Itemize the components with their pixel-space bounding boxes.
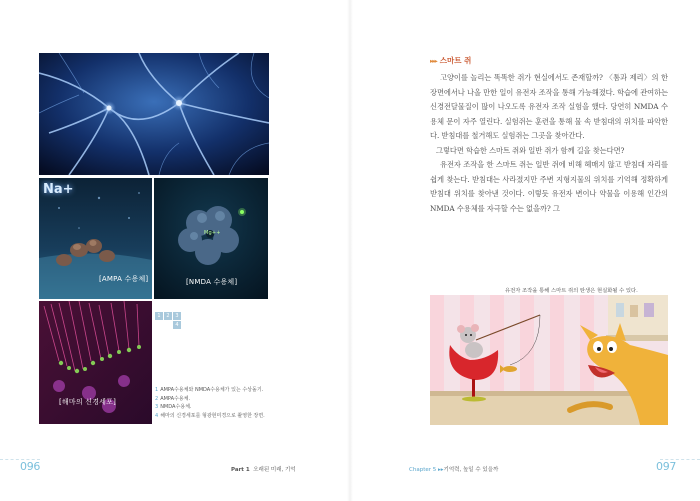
ampa-receptor-label: [AMPA 수용체] [99, 275, 149, 283]
neuron-network-image [39, 53, 269, 175]
page-number-left: 096 [20, 460, 41, 473]
figure-caption: 1 AMPA수용체와 NMDA수용체가 있는 수상돌기. [155, 387, 264, 393]
paragraph: 유전자 조작을 한 스마트 쥐는 일반 쥐에 비해 헤매지 않고 받침대 자리를 쉽게 찾는다. 받침대는 사라졌지만 주변 지형지물의 위치를 기억해 정확하게 받침대 위치를 찾아낸 것이다. 이렇듯 유전자 변이나 약물을 이용해 인간의 NMDA 수용체를 자극할 수는 없을까? 그 [430, 160, 668, 213]
hippocampus-label: [해마의 신경세포] [59, 398, 117, 406]
figure-number: 2 [164, 312, 172, 320]
figure-number-grid [155, 301, 183, 331]
page-number-right: 097 [656, 460, 677, 473]
magnesium-ion-label: Mg++ [204, 230, 221, 236]
hippocampus-neuron-image [39, 301, 152, 424]
section-heading: ▸▸▸ 스마트 쥐 [430, 56, 472, 65]
footer-part-title: Part 1 오래된 미래, 기억 [231, 467, 296, 473]
section-arrows-icon: ▸▸▸ [430, 57, 437, 65]
ampa-receptor-image [39, 178, 152, 299]
illustration-caption: 유전자 조작을 통해 스마트 쥐의 탄생은 현실화될 수 있다. [505, 288, 638, 294]
nmda-receptor-image [154, 178, 268, 299]
paragraph: 그렇다면 학습한 스마트 쥐와 일반 쥐가 함께 길을 찾는다면? [436, 145, 625, 155]
figure-caption: 2 AMPA수용체. [155, 395, 191, 402]
figure-caption: 3 NMDA수용체. [155, 404, 192, 411]
nmda-receptor-label: [NMDA 수용체] [186, 278, 238, 286]
smart-mouse-cartoon-illustration [430, 295, 668, 425]
figure-caption-list [155, 386, 305, 420]
figure-number: 4 [173, 321, 181, 329]
book-spine [347, 0, 353, 501]
figure-caption: 4 해마의 신경세포를 형광현미경으로 촬영한 장면. [155, 412, 265, 419]
sodium-ion-label: Na+ [43, 182, 74, 197]
figure-number: 3 [173, 312, 181, 320]
footer-chapter-title: Chapter 5 ▸▸기억력, 높일 수 있을까 [409, 467, 499, 473]
figure-number: 1 [155, 312, 163, 320]
paragraph: 고양이를 놀리는 똑똑한 쥐가 현실에서도 존재할까? 〈톰과 제리〉의 한 장면에서나 나올 만한 일이 유전자 조작을 통해 가능해졌다. 학습에 관여하는 신경전달물질이 많이 나오도록 유전자 조작 실험을 했다. 당연히 NMDA 수용체 문이 자주 열린다. 실험쥐는 훈련을 통해 물 속 받침대의 위치를 파악한다. 받침대를 철거해도 실험쥐는 그곳을 찾아간다. [430, 73, 668, 140]
body-text [430, 71, 668, 216]
